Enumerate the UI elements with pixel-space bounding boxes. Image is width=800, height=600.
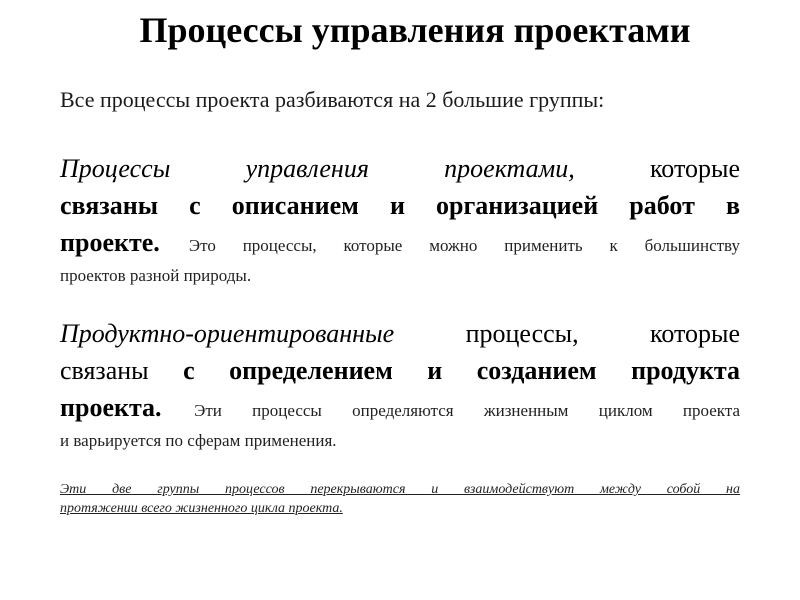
group1-line1: [60, 150, 740, 187]
group1-line2: связаны с описанием и организацией работ в: [60, 191, 740, 220]
group2-line1-rest: процессы, которые: [465, 319, 740, 348]
footer-note: [60, 480, 740, 518]
intro-text: Все процессы проекта разбиваются на 2 большие группы:: [60, 87, 605, 112]
group2-line2: [60, 352, 740, 389]
footer-line2: протяжении всего жизненного цикла проекта.: [60, 501, 343, 516]
slide-title: Процессы управления проектами: [139, 10, 691, 50]
group1-term: Процессы управления проектами,: [60, 154, 575, 183]
group2-line3: [60, 389, 740, 426]
group1-line3: [60, 224, 740, 261]
group2-line4: и варьируется по сферам применения.: [60, 431, 337, 450]
group2-paragraph: [60, 315, 740, 456]
group2-line2-start: связаны: [60, 356, 149, 385]
group2-line3-rest: Эти процессы определяются жизненным циклом проекта: [194, 401, 740, 420]
group1-line4: проектов разной природы.: [60, 266, 252, 285]
footer-line1: Эти две группы процессов перекрываются и взаимодействуют между собой на: [60, 482, 740, 497]
group1-line3-rest: Это процессы, которые можно применить к большинству: [188, 236, 740, 255]
group2-line2-bold: с определением и созданием продукта: [183, 356, 741, 385]
group2-term: Продуктно-ориентированные: [60, 319, 395, 348]
group2-line3-bold: проекта.: [60, 393, 162, 422]
group1-paragraph: [60, 150, 740, 291]
group1-line1-rest: которые: [650, 154, 740, 183]
group1-line3-bold: проекте.: [60, 228, 160, 257]
group2-line1: [60, 315, 740, 352]
